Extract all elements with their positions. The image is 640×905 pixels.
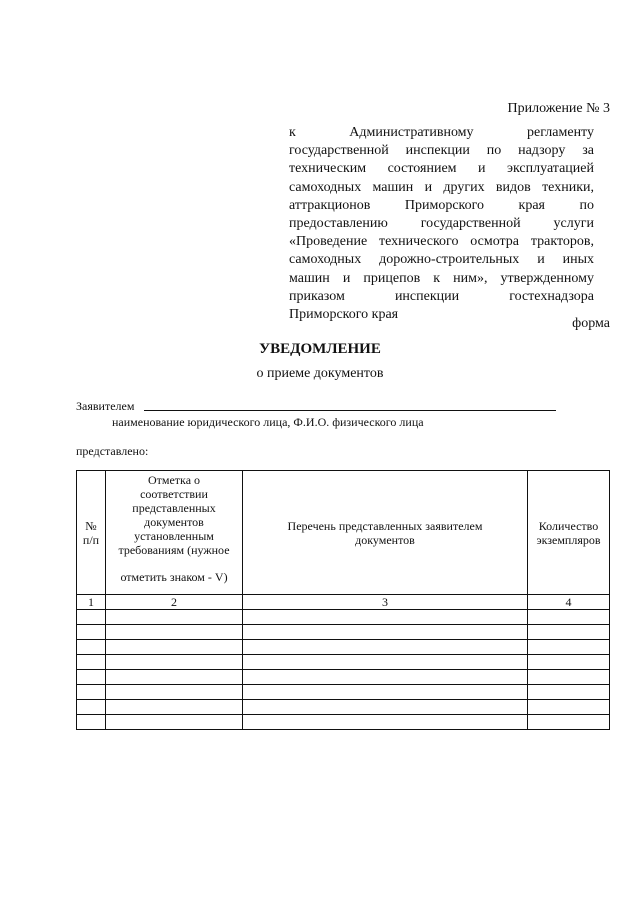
table-cell[interactable] — [77, 610, 106, 625]
form-label: форма — [572, 316, 610, 331]
table-cell[interactable] — [243, 670, 528, 685]
column-number: 2 — [106, 595, 243, 610]
presented-label: представлено: — [76, 444, 149, 458]
table-numbering-row — [77, 595, 610, 610]
table-cell[interactable] — [528, 670, 610, 685]
table-cell[interactable] — [243, 655, 528, 670]
table-cell[interactable] — [77, 685, 106, 700]
table-cell[interactable] — [243, 610, 528, 625]
table-cell[interactable] — [243, 715, 528, 730]
table-cell[interactable] — [528, 625, 610, 640]
appendix-title: Приложение № 3 — [507, 101, 610, 116]
table-cell[interactable] — [106, 715, 243, 730]
approval-line: предоставлению государственной услуги — [289, 216, 594, 232]
approval-line: техническим состоянием и эксплуатацией — [289, 161, 594, 177]
table-cell[interactable] — [106, 640, 243, 655]
table-cell[interactable] — [77, 655, 106, 670]
table-cell[interactable] — [243, 700, 528, 715]
table-cell[interactable] — [106, 670, 243, 685]
table-cell[interactable] — [77, 640, 106, 655]
approval-line: государственной инспекции по надзору за — [289, 143, 594, 159]
approval-line: приказом инспекции гостехнадзора — [289, 288, 594, 304]
table-row — [77, 700, 610, 715]
applicant-input-line[interactable] — [144, 410, 556, 411]
documents-table — [76, 470, 610, 730]
applicant-caption: наименование юридического лица, Ф.И.О. физического лица — [112, 415, 424, 429]
table-cell[interactable] — [77, 670, 106, 685]
table-cell[interactable] — [243, 685, 528, 700]
approval-line: самоходных машин и других видов техники, — [289, 179, 594, 195]
table-cell[interactable] — [106, 655, 243, 670]
table-cell[interactable] — [77, 625, 106, 640]
table-cell[interactable] — [77, 715, 106, 730]
header-compliance-mark: Отметка о соответствии представленных документов установленным требованиям (нужное отметить знаком - V) — [106, 471, 243, 595]
table-row — [77, 670, 610, 685]
table-cell[interactable] — [528, 715, 610, 730]
table-cell[interactable] — [528, 610, 610, 625]
table-cell[interactable] — [243, 625, 528, 640]
applicant-label: Заявителем — [76, 399, 135, 413]
table-cell[interactable] — [106, 685, 243, 700]
table-cell[interactable] — [106, 625, 243, 640]
approval-line: Приморского края — [289, 307, 399, 323]
table-row — [77, 715, 610, 730]
approval-reference — [289, 124, 594, 324]
table-cell[interactable] — [528, 640, 610, 655]
table-cell[interactable] — [106, 700, 243, 715]
notice-heading: УВЕДОМЛЕНИЕ — [259, 341, 381, 357]
header-quantity: Количество экземпляров — [528, 471, 610, 595]
table-cell[interactable] — [528, 685, 610, 700]
notice-subheading: о приеме документов — [256, 366, 384, 381]
approval-line: самоходных дорожно-строительных и иных — [289, 252, 594, 268]
approval-line: к Административному регламенту — [289, 125, 594, 140]
column-number: 1 — [77, 595, 106, 610]
table-cell[interactable] — [106, 610, 243, 625]
table-cell[interactable] — [528, 700, 610, 715]
table-cell[interactable] — [528, 655, 610, 670]
column-number: 4 — [528, 595, 610, 610]
table-row — [77, 610, 610, 625]
header-number: № п/п — [77, 471, 106, 595]
approval-line: аттракционов Приморского края по — [289, 197, 594, 213]
table-header-row — [77, 471, 610, 595]
table-row — [77, 655, 610, 670]
table-cell[interactable] — [243, 640, 528, 655]
table-row — [77, 685, 610, 700]
column-number: 3 — [243, 595, 528, 610]
approval-line: машин и прицепов к ним», утвержденному — [289, 270, 594, 286]
header-document-list: Перечень представленных заявителем документов — [243, 471, 528, 595]
table-row — [77, 625, 610, 640]
approval-line: «Проведение технического осмотра тракторов, — [289, 234, 594, 250]
table-row — [77, 640, 610, 655]
table-cell[interactable] — [77, 700, 106, 715]
